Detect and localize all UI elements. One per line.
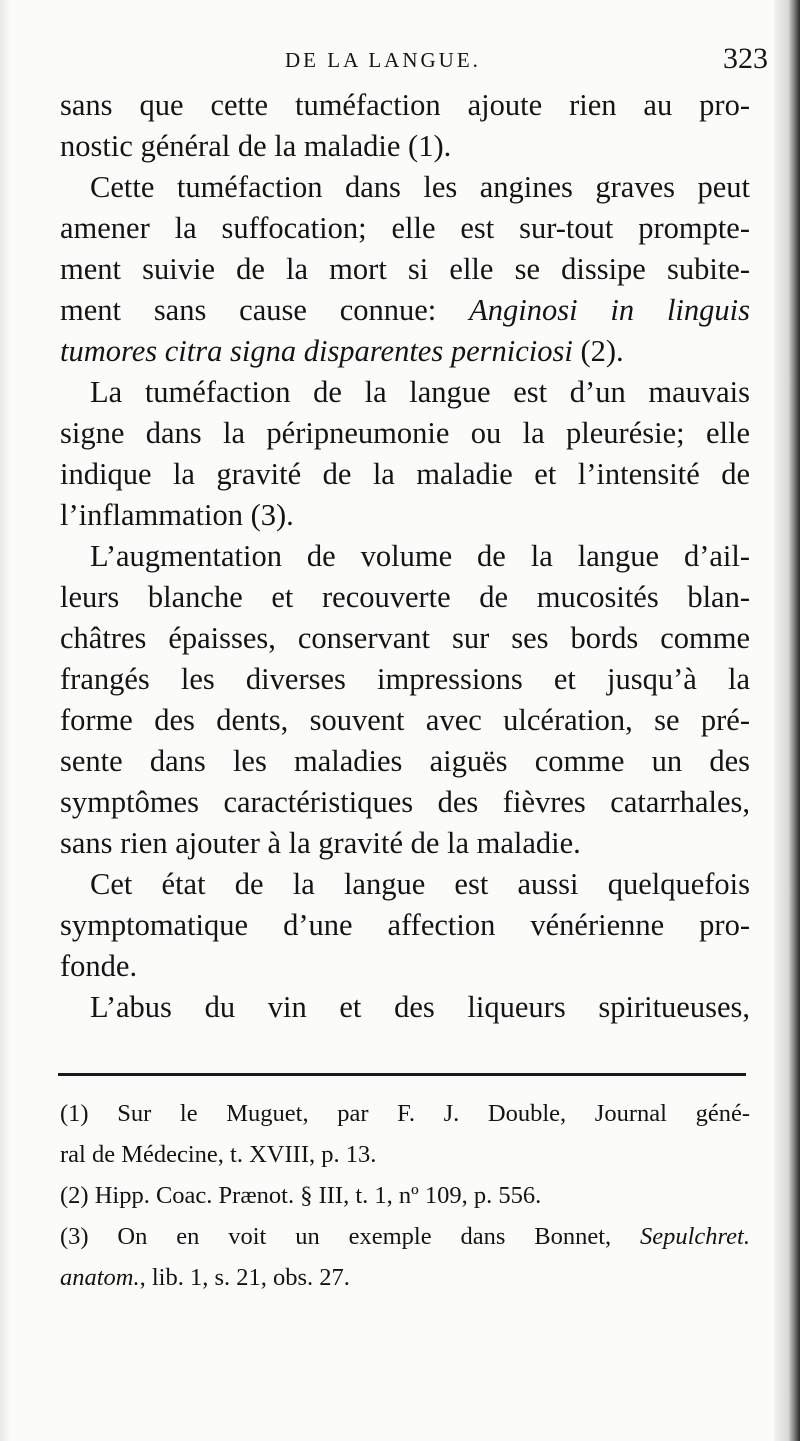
footnote-line — [60, 1218, 750, 1255]
text-line: symptômes caractéristiques des fièvres catarrhales, — [60, 785, 750, 819]
text-line: l’inflammation (3). — [60, 498, 294, 532]
text-line: symptomatique d’une affection vénérienne pro- — [60, 908, 750, 942]
text-line — [60, 290, 750, 331]
running-head: DE LA LANGUE. — [285, 48, 481, 72]
latin-quote: Anginosi in linguis — [469, 293, 750, 327]
text-span: L’augmentation de volume de la langue d’ail- — [90, 539, 750, 573]
text-line — [60, 331, 750, 372]
text-line: frangés les diverses impressions et jusqu’à la — [60, 662, 750, 696]
text-line: leurs blanche et recouverte de mucosités blan- — [60, 580, 750, 614]
text-line: châtres épaisses, conservant sur ses bords comme — [60, 621, 750, 655]
footnote-line: (1) Sur le Muguet, par F. J. Double, Journal géné- — [60, 1100, 750, 1127]
text-line: ment suivie de la mort si elle se dissipe subite- — [60, 252, 750, 286]
text-line: indique la gravité de la maladie et l’intensité de — [60, 457, 750, 491]
text-line: fonde. — [60, 949, 138, 983]
text-line — [60, 987, 750, 1028]
footnote-line — [60, 1259, 750, 1296]
text-line: sans rien ajouter à la gravité de la maladie. — [60, 826, 581, 860]
text-span: L’abus du vin et des liqueurs spiritueuses, — [90, 990, 750, 1024]
latin-quote: tumores citra signa disparentes perniciosi — [60, 334, 573, 368]
page-edge-shadow — [774, 0, 800, 1441]
text-line: nostic général de la maladie (1). — [60, 129, 452, 163]
book-title: anatom. — [60, 1264, 140, 1291]
text-line: forme des dents, souvent avec ulcération, se pré- — [60, 703, 750, 737]
text-span: Cet état de la langue est aussi quelquefois — [90, 867, 750, 901]
page-number: 323 — [723, 42, 768, 75]
text-span: (3) On en voit un exemple dans Bonnet, — [60, 1223, 640, 1250]
page-gutter-shadow — [0, 0, 10, 1441]
text-line — [60, 864, 750, 905]
page-header — [60, 40, 768, 90]
footnote-line: ral de Médecine, t. XVIII, p. 13. — [60, 1141, 377, 1168]
text-line — [60, 536, 750, 577]
footnote-rule — [58, 1073, 746, 1076]
text-line: sans que cette tuméfaction ajoute rien au pro- — [60, 88, 750, 122]
text-line: signe dans la péripneumonie ou la pleurésie; elle — [60, 416, 750, 450]
main-text — [60, 85, 750, 1028]
text-line: amener la suffocation; elle est sur-tout prompte- — [60, 211, 750, 245]
text-line — [60, 167, 750, 208]
footnote-line: (2) Hipp. Coac. Prænot. § III, t. 1, nº 109, p. 556. — [60, 1182, 542, 1209]
text-line — [60, 372, 750, 413]
book-title: Sepulchret. — [640, 1223, 750, 1250]
text-span: Cette tuméfaction dans les angines graves peut — [90, 170, 750, 204]
text-span: La tuméfaction de la langue est d’un mauvais — [90, 375, 750, 409]
footnotes — [60, 1095, 750, 1300]
footnote-ref: (2). — [572, 334, 624, 368]
text-span: ment sans cause connue: — [60, 293, 470, 327]
text-line: sente dans les maladies aiguës comme un des — [60, 744, 750, 778]
text-span: , lib. 1, s. 21, obs. 27. — [139, 1264, 350, 1291]
